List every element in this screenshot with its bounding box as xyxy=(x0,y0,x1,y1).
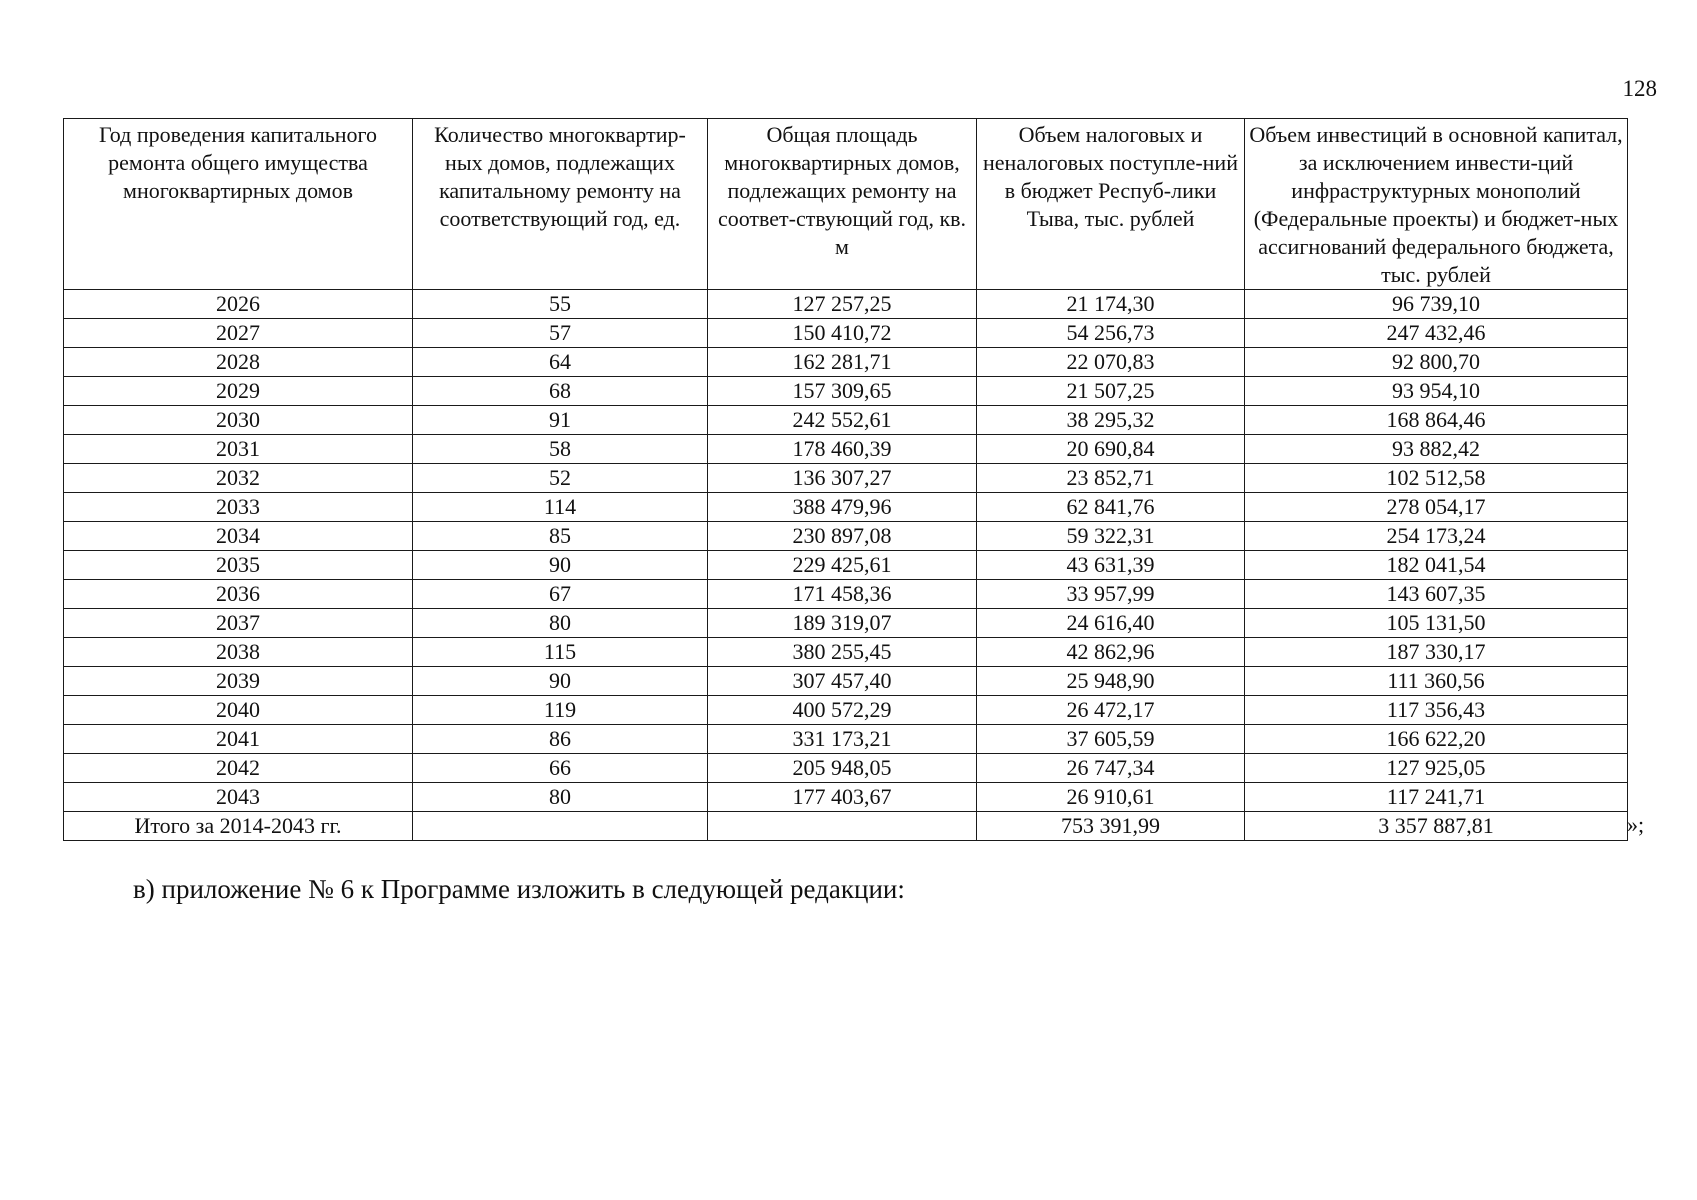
cell-year: 2032 xyxy=(64,464,413,493)
cell-year: 2042 xyxy=(64,754,413,783)
cell-investment: 93 954,10 xyxy=(1245,377,1628,406)
table-row xyxy=(64,435,1628,464)
cell-houses-count: 119 xyxy=(413,696,708,725)
table-row xyxy=(64,783,1628,812)
cell-houses-count: 58 xyxy=(413,435,708,464)
cell-year: 2029 xyxy=(64,377,413,406)
cell-investment: 117 241,71 xyxy=(1245,783,1628,812)
cell-houses-count: 90 xyxy=(413,551,708,580)
cell-total-area: 400 572,29 xyxy=(708,696,977,725)
cell-year: 2031 xyxy=(64,435,413,464)
cell-tax-revenue: 26 747,34 xyxy=(977,754,1245,783)
table-row xyxy=(64,696,1628,725)
cell-houses-count: 80 xyxy=(413,609,708,638)
table-row xyxy=(64,754,1628,783)
cell-year: 2036 xyxy=(64,580,413,609)
table-row xyxy=(64,493,1628,522)
total-area xyxy=(708,812,977,841)
cell-investment: 111 360,56 xyxy=(1245,667,1628,696)
cell-houses-count: 67 xyxy=(413,580,708,609)
cell-total-area: 127 257,25 xyxy=(708,290,977,319)
cell-year: 2043 xyxy=(64,783,413,812)
cell-total-area: 177 403,67 xyxy=(708,783,977,812)
cell-investment: 143 607,35 xyxy=(1245,580,1628,609)
cell-year: 2026 xyxy=(64,290,413,319)
cell-year: 2040 xyxy=(64,696,413,725)
cell-investment: 102 512,58 xyxy=(1245,464,1628,493)
cell-total-area: 388 479,96 xyxy=(708,493,977,522)
cell-year: 2041 xyxy=(64,725,413,754)
cell-total-area: 242 552,61 xyxy=(708,406,977,435)
table-row xyxy=(64,406,1628,435)
cell-tax-revenue: 54 256,73 xyxy=(977,319,1245,348)
header-investment: Объем инвестиций в основной капитал, за исключением инвести-ций инфраструктурных монополий (Федеральные проекты) и бюджет-ных ассигнований федерального бюджета, тыс. рублей xyxy=(1245,119,1628,290)
cell-houses-count: 64 xyxy=(413,348,708,377)
cell-year: 2030 xyxy=(64,406,413,435)
cell-houses-count: 52 xyxy=(413,464,708,493)
cell-investment: 127 925,05 xyxy=(1245,754,1628,783)
cell-investment: 182 041,54 xyxy=(1245,551,1628,580)
cell-investment: 187 330,17 xyxy=(1245,638,1628,667)
header-tax-revenue: Объем налоговых и неналоговых поступле-ний в бюджет Респуб-лики Тыва, тыс. рублей xyxy=(977,119,1245,290)
cell-tax-revenue: 23 852,71 xyxy=(977,464,1245,493)
header-year: Год проведения капитального ремонта общего имущества многоквартирных домов xyxy=(64,119,413,290)
cell-investment: 117 356,43 xyxy=(1245,696,1628,725)
cell-investment: 278 054,17 xyxy=(1245,493,1628,522)
cell-tax-revenue: 37 605,59 xyxy=(977,725,1245,754)
cell-tax-revenue: 62 841,76 xyxy=(977,493,1245,522)
cell-tax-revenue: 22 070,83 xyxy=(977,348,1245,377)
cell-tax-revenue: 20 690,84 xyxy=(977,435,1245,464)
cell-year: 2027 xyxy=(64,319,413,348)
cell-total-area: 136 307,27 xyxy=(708,464,977,493)
total-houses-count xyxy=(413,812,708,841)
cell-investment: 93 882,42 xyxy=(1245,435,1628,464)
cell-houses-count: 85 xyxy=(413,522,708,551)
cell-houses-count: 115 xyxy=(413,638,708,667)
total-tax-revenue: 753 391,99 xyxy=(977,812,1245,841)
cell-year: 2037 xyxy=(64,609,413,638)
cell-tax-revenue: 21 507,25 xyxy=(977,377,1245,406)
table-row xyxy=(64,522,1628,551)
cell-total-area: 380 255,45 xyxy=(708,638,977,667)
table-row xyxy=(64,725,1628,754)
table-row xyxy=(64,377,1628,406)
cell-total-area: 229 425,61 xyxy=(708,551,977,580)
cell-total-area: 331 173,21 xyxy=(708,725,977,754)
table-container xyxy=(63,118,1628,841)
cell-total-area: 171 458,36 xyxy=(708,580,977,609)
table-row xyxy=(64,609,1628,638)
table-header-row xyxy=(64,119,1628,290)
instruction-text: в) приложение № 6 к Программе изложить в следующей редакции: xyxy=(133,874,905,904)
cell-total-area: 178 460,39 xyxy=(708,435,977,464)
cell-total-area: 230 897,08 xyxy=(708,522,977,551)
cell-total-area: 307 457,40 xyxy=(708,667,977,696)
cell-investment: 168 864,46 xyxy=(1245,406,1628,435)
cell-total-area: 189 319,07 xyxy=(708,609,977,638)
cell-year: 2034 xyxy=(64,522,413,551)
cell-houses-count: 90 xyxy=(413,667,708,696)
cell-year: 2039 xyxy=(64,667,413,696)
cell-investment: 254 173,24 xyxy=(1245,522,1628,551)
header-total-area: Общая площадь многоквартирных домов, подлежащих ремонту на соответ-ствующий год, кв. м xyxy=(708,119,977,290)
table-row xyxy=(64,319,1628,348)
cell-tax-revenue: 33 957,99 xyxy=(977,580,1245,609)
cell-investment: 166 622,20 xyxy=(1245,725,1628,754)
cell-total-area: 150 410,72 xyxy=(708,319,977,348)
cell-tax-revenue: 21 174,30 xyxy=(977,290,1245,319)
closing-quote: »; xyxy=(1627,812,1645,837)
cell-tax-revenue: 26 472,17 xyxy=(977,696,1245,725)
cell-houses-count: 68 xyxy=(413,377,708,406)
table-row xyxy=(64,348,1628,377)
cell-houses-count: 91 xyxy=(413,406,708,435)
table-row xyxy=(64,580,1628,609)
table-row xyxy=(64,464,1628,493)
cell-tax-revenue: 26 910,61 xyxy=(977,783,1245,812)
cell-year: 2038 xyxy=(64,638,413,667)
page-number: 128 xyxy=(1622,76,1657,101)
table-row xyxy=(64,667,1628,696)
cell-houses-count: 55 xyxy=(413,290,708,319)
cell-year: 2028 xyxy=(64,348,413,377)
cell-tax-revenue: 43 631,39 xyxy=(977,551,1245,580)
cell-tax-revenue: 42 862,96 xyxy=(977,638,1245,667)
cell-year: 2033 xyxy=(64,493,413,522)
total-investment: 3 357 887,81 xyxy=(1245,812,1628,841)
cell-year: 2035 xyxy=(64,551,413,580)
table-body xyxy=(64,290,1628,841)
cell-investment: 92 800,70 xyxy=(1245,348,1628,377)
table-row xyxy=(64,290,1628,319)
cell-houses-count: 86 xyxy=(413,725,708,754)
cell-houses-count: 66 xyxy=(413,754,708,783)
cell-tax-revenue: 59 322,31 xyxy=(977,522,1245,551)
table-row xyxy=(64,638,1628,667)
cell-houses-count: 80 xyxy=(413,783,708,812)
cell-investment: 105 131,50 xyxy=(1245,609,1628,638)
cell-investment: 247 432,46 xyxy=(1245,319,1628,348)
cell-total-area: 162 281,71 xyxy=(708,348,977,377)
cell-houses-count: 57 xyxy=(413,319,708,348)
cell-tax-revenue: 25 948,90 xyxy=(977,667,1245,696)
cell-houses-count: 114 xyxy=(413,493,708,522)
cell-tax-revenue: 38 295,32 xyxy=(977,406,1245,435)
table-total-row xyxy=(64,812,1628,841)
cell-tax-revenue: 24 616,40 xyxy=(977,609,1245,638)
header-houses-count: Количество многоквартир-ных домов, подлежащих капитальному ремонту на соответствующий год, ед. xyxy=(413,119,708,290)
cell-total-area: 157 309,65 xyxy=(708,377,977,406)
cell-total-area: 205 948,05 xyxy=(708,754,977,783)
data-table xyxy=(63,118,1628,841)
table-row xyxy=(64,551,1628,580)
total-label: Итого за 2014-2043 гг. xyxy=(64,812,413,841)
cell-investment: 96 739,10 xyxy=(1245,290,1628,319)
